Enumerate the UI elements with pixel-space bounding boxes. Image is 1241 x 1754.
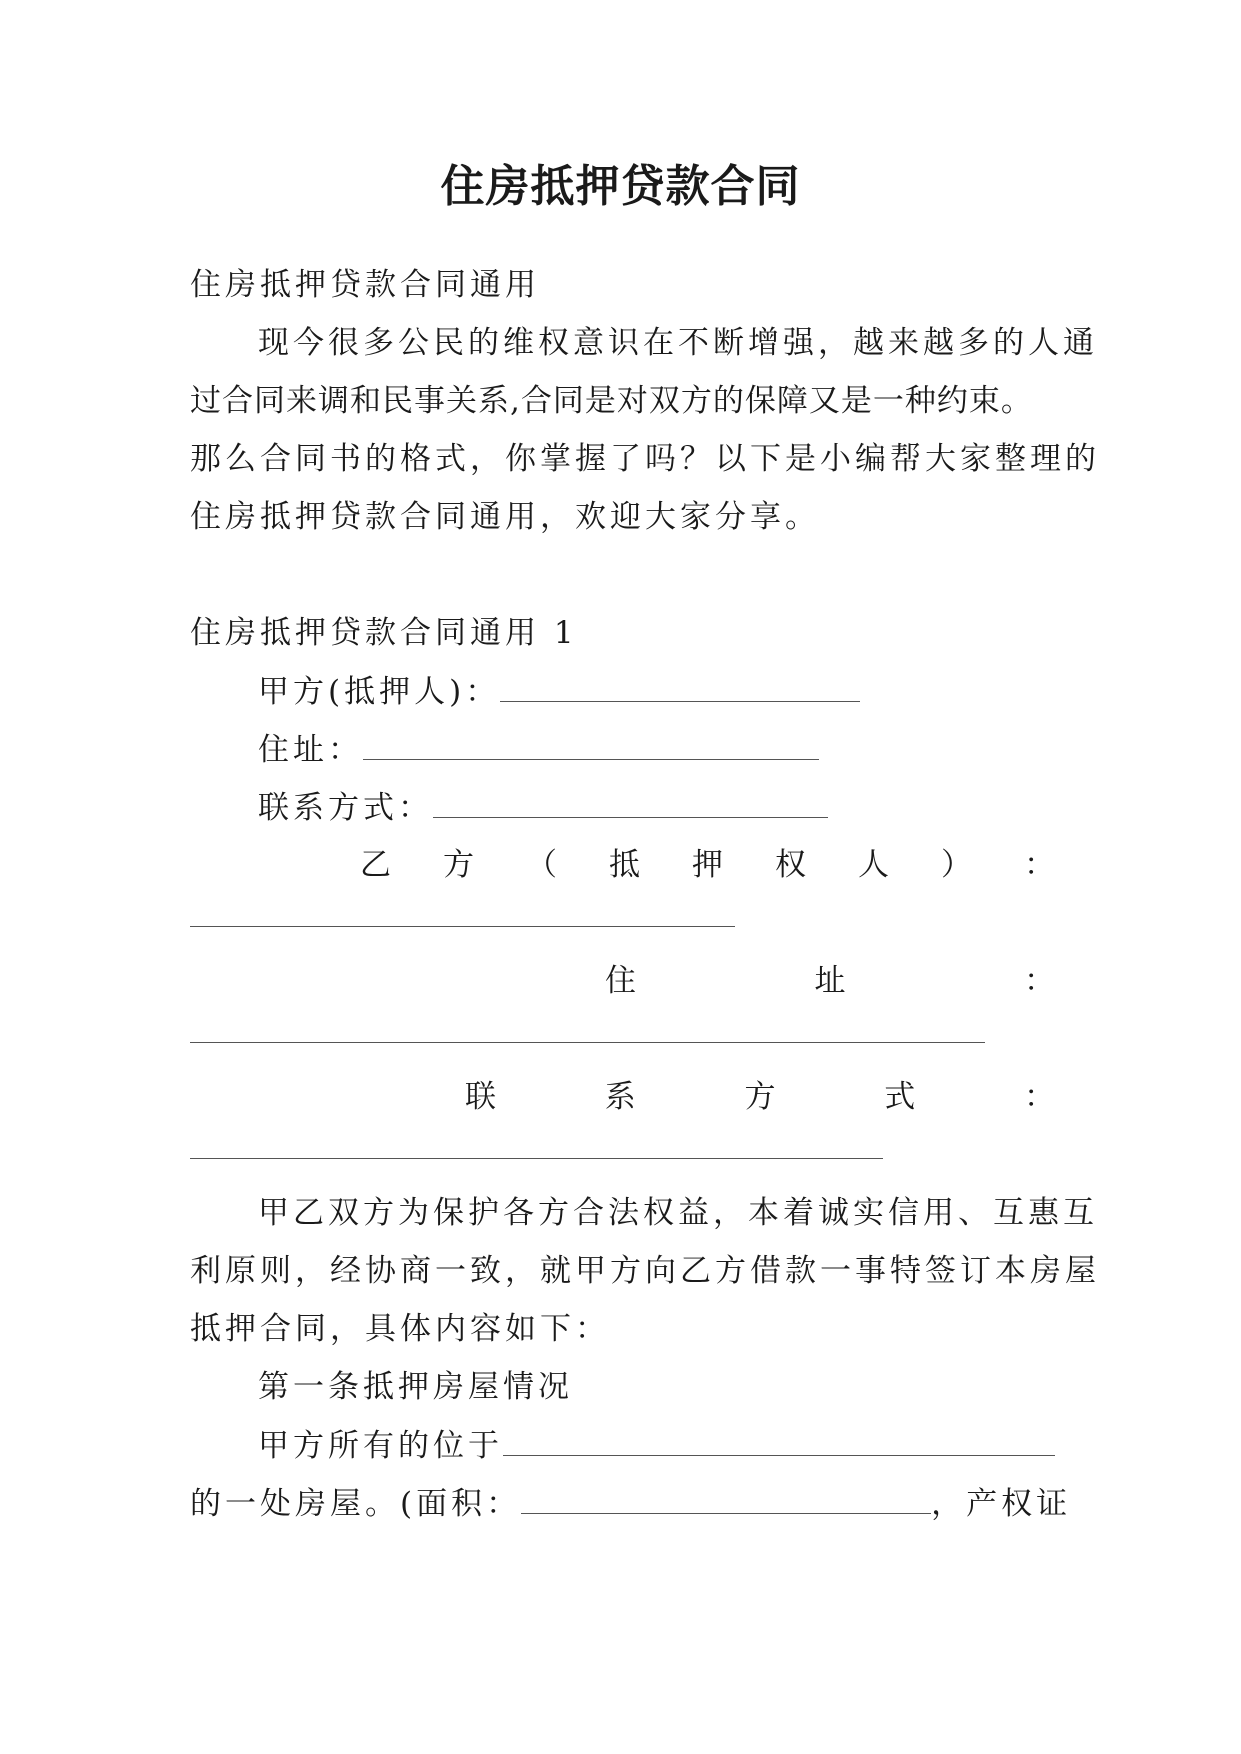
party-b-char: 权 bbox=[775, 847, 806, 883]
party-b-address-label bbox=[605, 961, 1055, 1001]
party-b-char: 乙 bbox=[360, 847, 391, 883]
party-a-address-row bbox=[258, 729, 1055, 770]
party-b-contact-char: ： bbox=[1024, 1079, 1055, 1115]
article-1-location-blank[interactable] bbox=[503, 1425, 1055, 1456]
party-a-row bbox=[258, 671, 1055, 712]
section-title: 住房抵押贷款合同通用 1 bbox=[190, 615, 578, 651]
party-b-label bbox=[360, 845, 1055, 885]
party-b-contact-char: 方 bbox=[744, 1079, 776, 1115]
article-1-area-label: 的一处房屋。(面积： bbox=[190, 1486, 522, 1522]
body-line-3: 抵押合同，具体内容如下： bbox=[190, 1311, 610, 1347]
article-1-line-2 bbox=[190, 1483, 1072, 1524]
party-b-char: 抵 bbox=[609, 847, 640, 883]
party-b-contact-char: 式 bbox=[884, 1079, 916, 1115]
party-a-address-blank[interactable] bbox=[363, 729, 819, 760]
intro-line-1: 现今很多公民的维权意识在不断增强，越来越多的人通 bbox=[258, 325, 1098, 361]
party-a-contact-blank[interactable] bbox=[433, 787, 828, 818]
article-1-line-1 bbox=[258, 1425, 1055, 1466]
document-title: 住房抵押贷款合同 bbox=[440, 161, 801, 212]
subtitle: 住房抵押贷款合同通用 bbox=[190, 267, 540, 303]
party-a-label: 甲方(抵押人)： bbox=[258, 674, 501, 710]
article-1-title: 第一条抵押房屋情况 bbox=[258, 1369, 573, 1405]
party-a-contact-label: 联系方式： bbox=[258, 790, 433, 826]
intro-line-2: 过合同来调和民事关系,合同是对双方的保障又是一种约束。 bbox=[190, 383, 1033, 419]
party-b-contact-char: 联 bbox=[465, 1079, 496, 1115]
article-1-area-blank[interactable] bbox=[521, 1483, 931, 1514]
party-b-contact-char: 系 bbox=[604, 1079, 636, 1115]
party-a-contact-row bbox=[258, 787, 1055, 828]
article-1-location-label: 甲方所有的位于 bbox=[258, 1428, 503, 1464]
party-b-char: ） bbox=[941, 847, 972, 883]
party-b-address-char: 住 bbox=[605, 963, 636, 999]
article-1-certificate-label: ，产权证 bbox=[931, 1486, 1072, 1522]
intro-line-3: 那么合同书的格式，你掌握了吗？以下是小编帮大家整理的 bbox=[190, 441, 1100, 477]
party-b-char: （ bbox=[526, 847, 557, 883]
party-b-char: 押 bbox=[692, 847, 723, 883]
party-b-blank[interactable] bbox=[190, 926, 735, 927]
party-b-char: 方 bbox=[443, 847, 474, 883]
party-b-address-char: 址 bbox=[814, 963, 846, 999]
party-b-contact-blank[interactable] bbox=[190, 1158, 883, 1159]
party-a-address-label: 住址： bbox=[258, 732, 363, 768]
party-a-blank[interactable] bbox=[500, 671, 860, 702]
body-line-2: 利原则，经协商一致，就甲方向乙方借款一事特签订本房屋 bbox=[190, 1253, 1100, 1289]
party-b-address-char: ： bbox=[1024, 963, 1055, 999]
intro-line-4: 住房抵押贷款合同通用，欢迎大家分享。 bbox=[190, 499, 820, 535]
party-b-contact-label bbox=[465, 1077, 1055, 1117]
party-b-address-blank[interactable] bbox=[190, 1042, 985, 1043]
party-b-char: 人 bbox=[858, 847, 889, 883]
body-line-1: 甲乙双方为保护各方合法权益，本着诚实信用、互惠互 bbox=[258, 1195, 1098, 1231]
party-b-char: ： bbox=[1024, 847, 1055, 883]
